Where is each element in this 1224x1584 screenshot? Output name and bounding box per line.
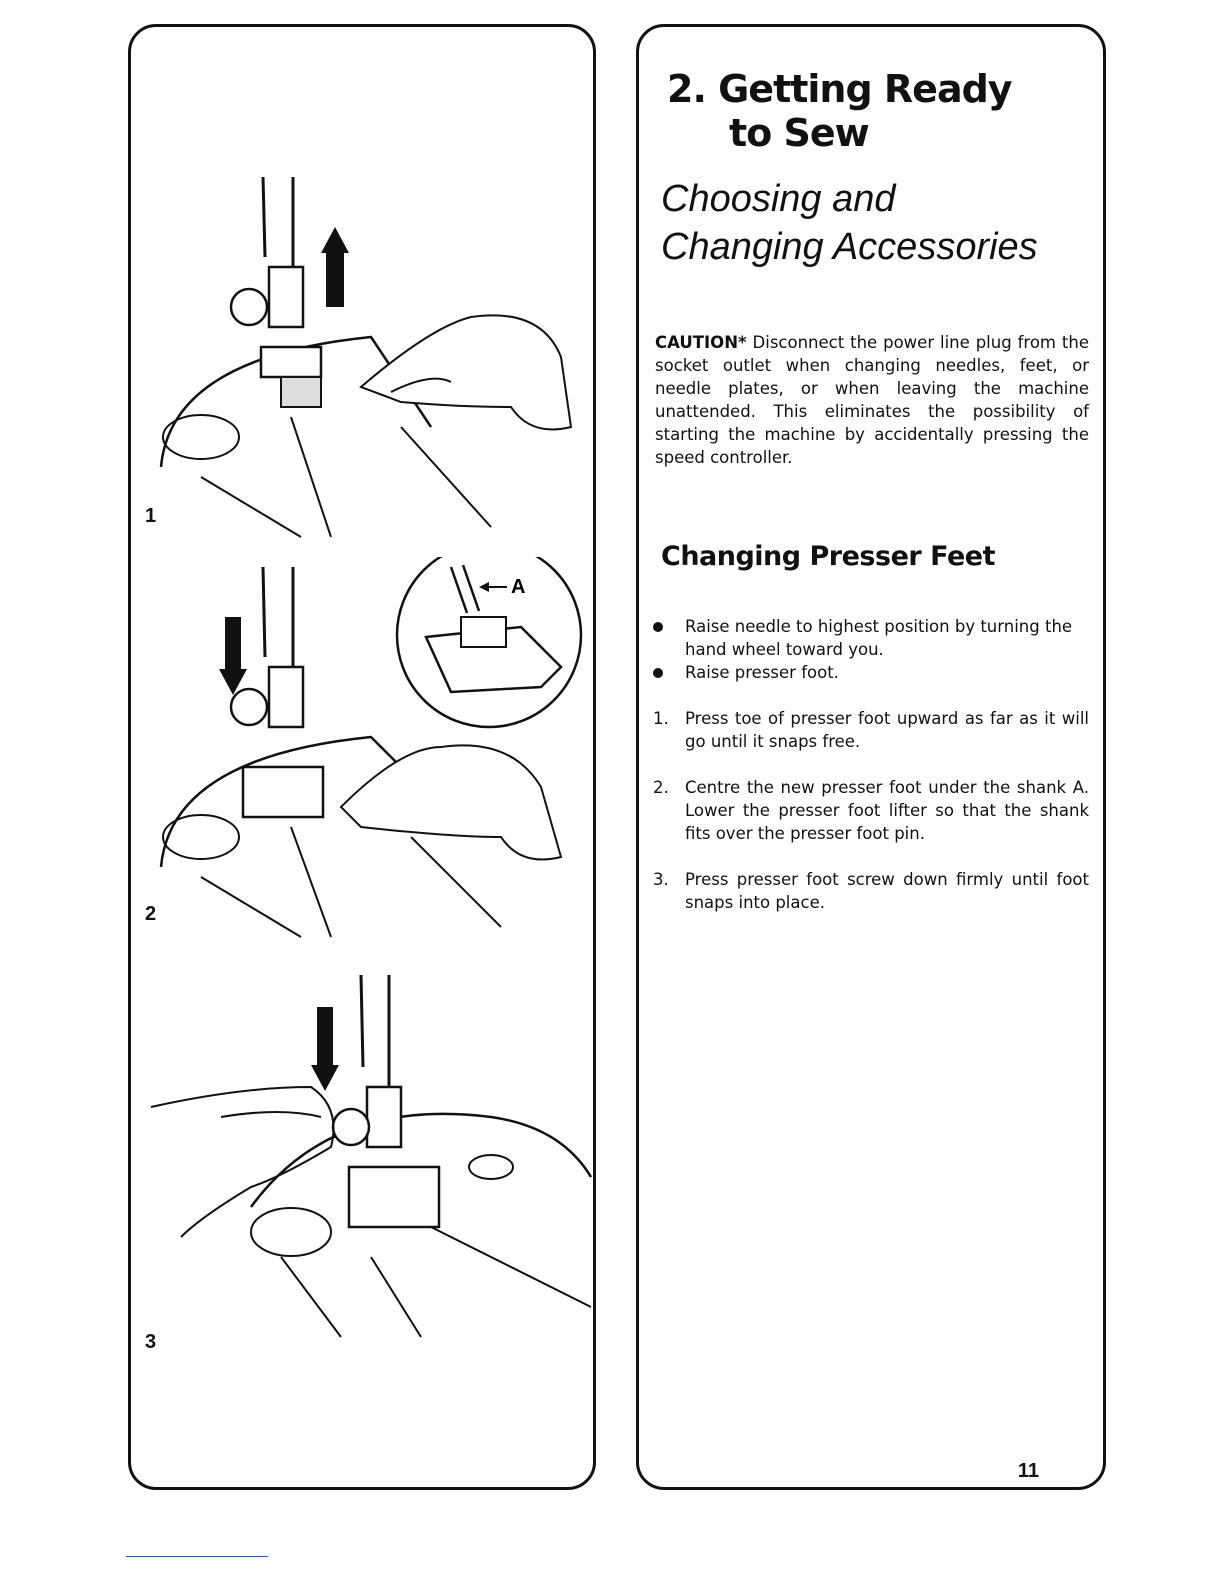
section-heading-line2: to Sew [729,111,869,155]
instruction-panel [636,24,1106,1490]
caution-text: Disconnect the power line plug from the socket outlet when changing needles, feet, or needle plates, or when leaving the machine unattended. This eliminates the possibility of starting the machine by accidentally pressing the speed controller. [655,333,1089,467]
subheading-line1: Choosing and [661,178,896,220]
illustration-panel [128,24,596,1490]
figure-1-number: 1 [145,505,157,527]
figure-3-number: 3 [145,1331,157,1353]
step-item: 3. Press presser foot screw down firmly until foot snaps into place. [653,870,1089,912]
bullet-dot-icon [653,668,663,678]
figure-3-drawing [131,967,599,1357]
section-heading [667,67,1012,155]
page-number: 11 [1012,1460,1045,1483]
callout-label-a: A [511,576,526,598]
subsection-heading: Changing Presser Feet [661,541,995,572]
step-item: 1. Press toe of presser foot upward as far as it will go until it snaps free. [653,709,1089,751]
figure-2-number: 2 [145,903,157,925]
bullet-item: Raise needle to highest position by turning the hand wheel toward you. [653,615,1089,661]
step-item: 2. Centre the new presser foot under the shank A. Lower the presser foot lifter so that the shank fits over the presser foot pin. [653,778,1089,843]
figure-2-insert-presser-foot [131,557,599,947]
section-heading-line1: 2. Getting Ready [667,67,1012,111]
footer-rule [126,1556,268,1557]
procedure-steps [653,707,1089,937]
figure-1-raise-presser-foot [131,167,599,547]
subheading-line2: Changing Accessories [661,226,1038,268]
bullet-dot-icon [653,622,663,632]
caution-label: CAUTION* [655,333,747,352]
caution-paragraph [655,331,1089,469]
figure-2-drawing [131,557,599,947]
subheading [661,175,1038,271]
preparation-bullets [653,615,1089,684]
figure-1-drawing [131,167,599,547]
figure-3-secure-presser-foot [131,967,599,1357]
bullet-item: Raise presser foot. [653,661,1089,684]
